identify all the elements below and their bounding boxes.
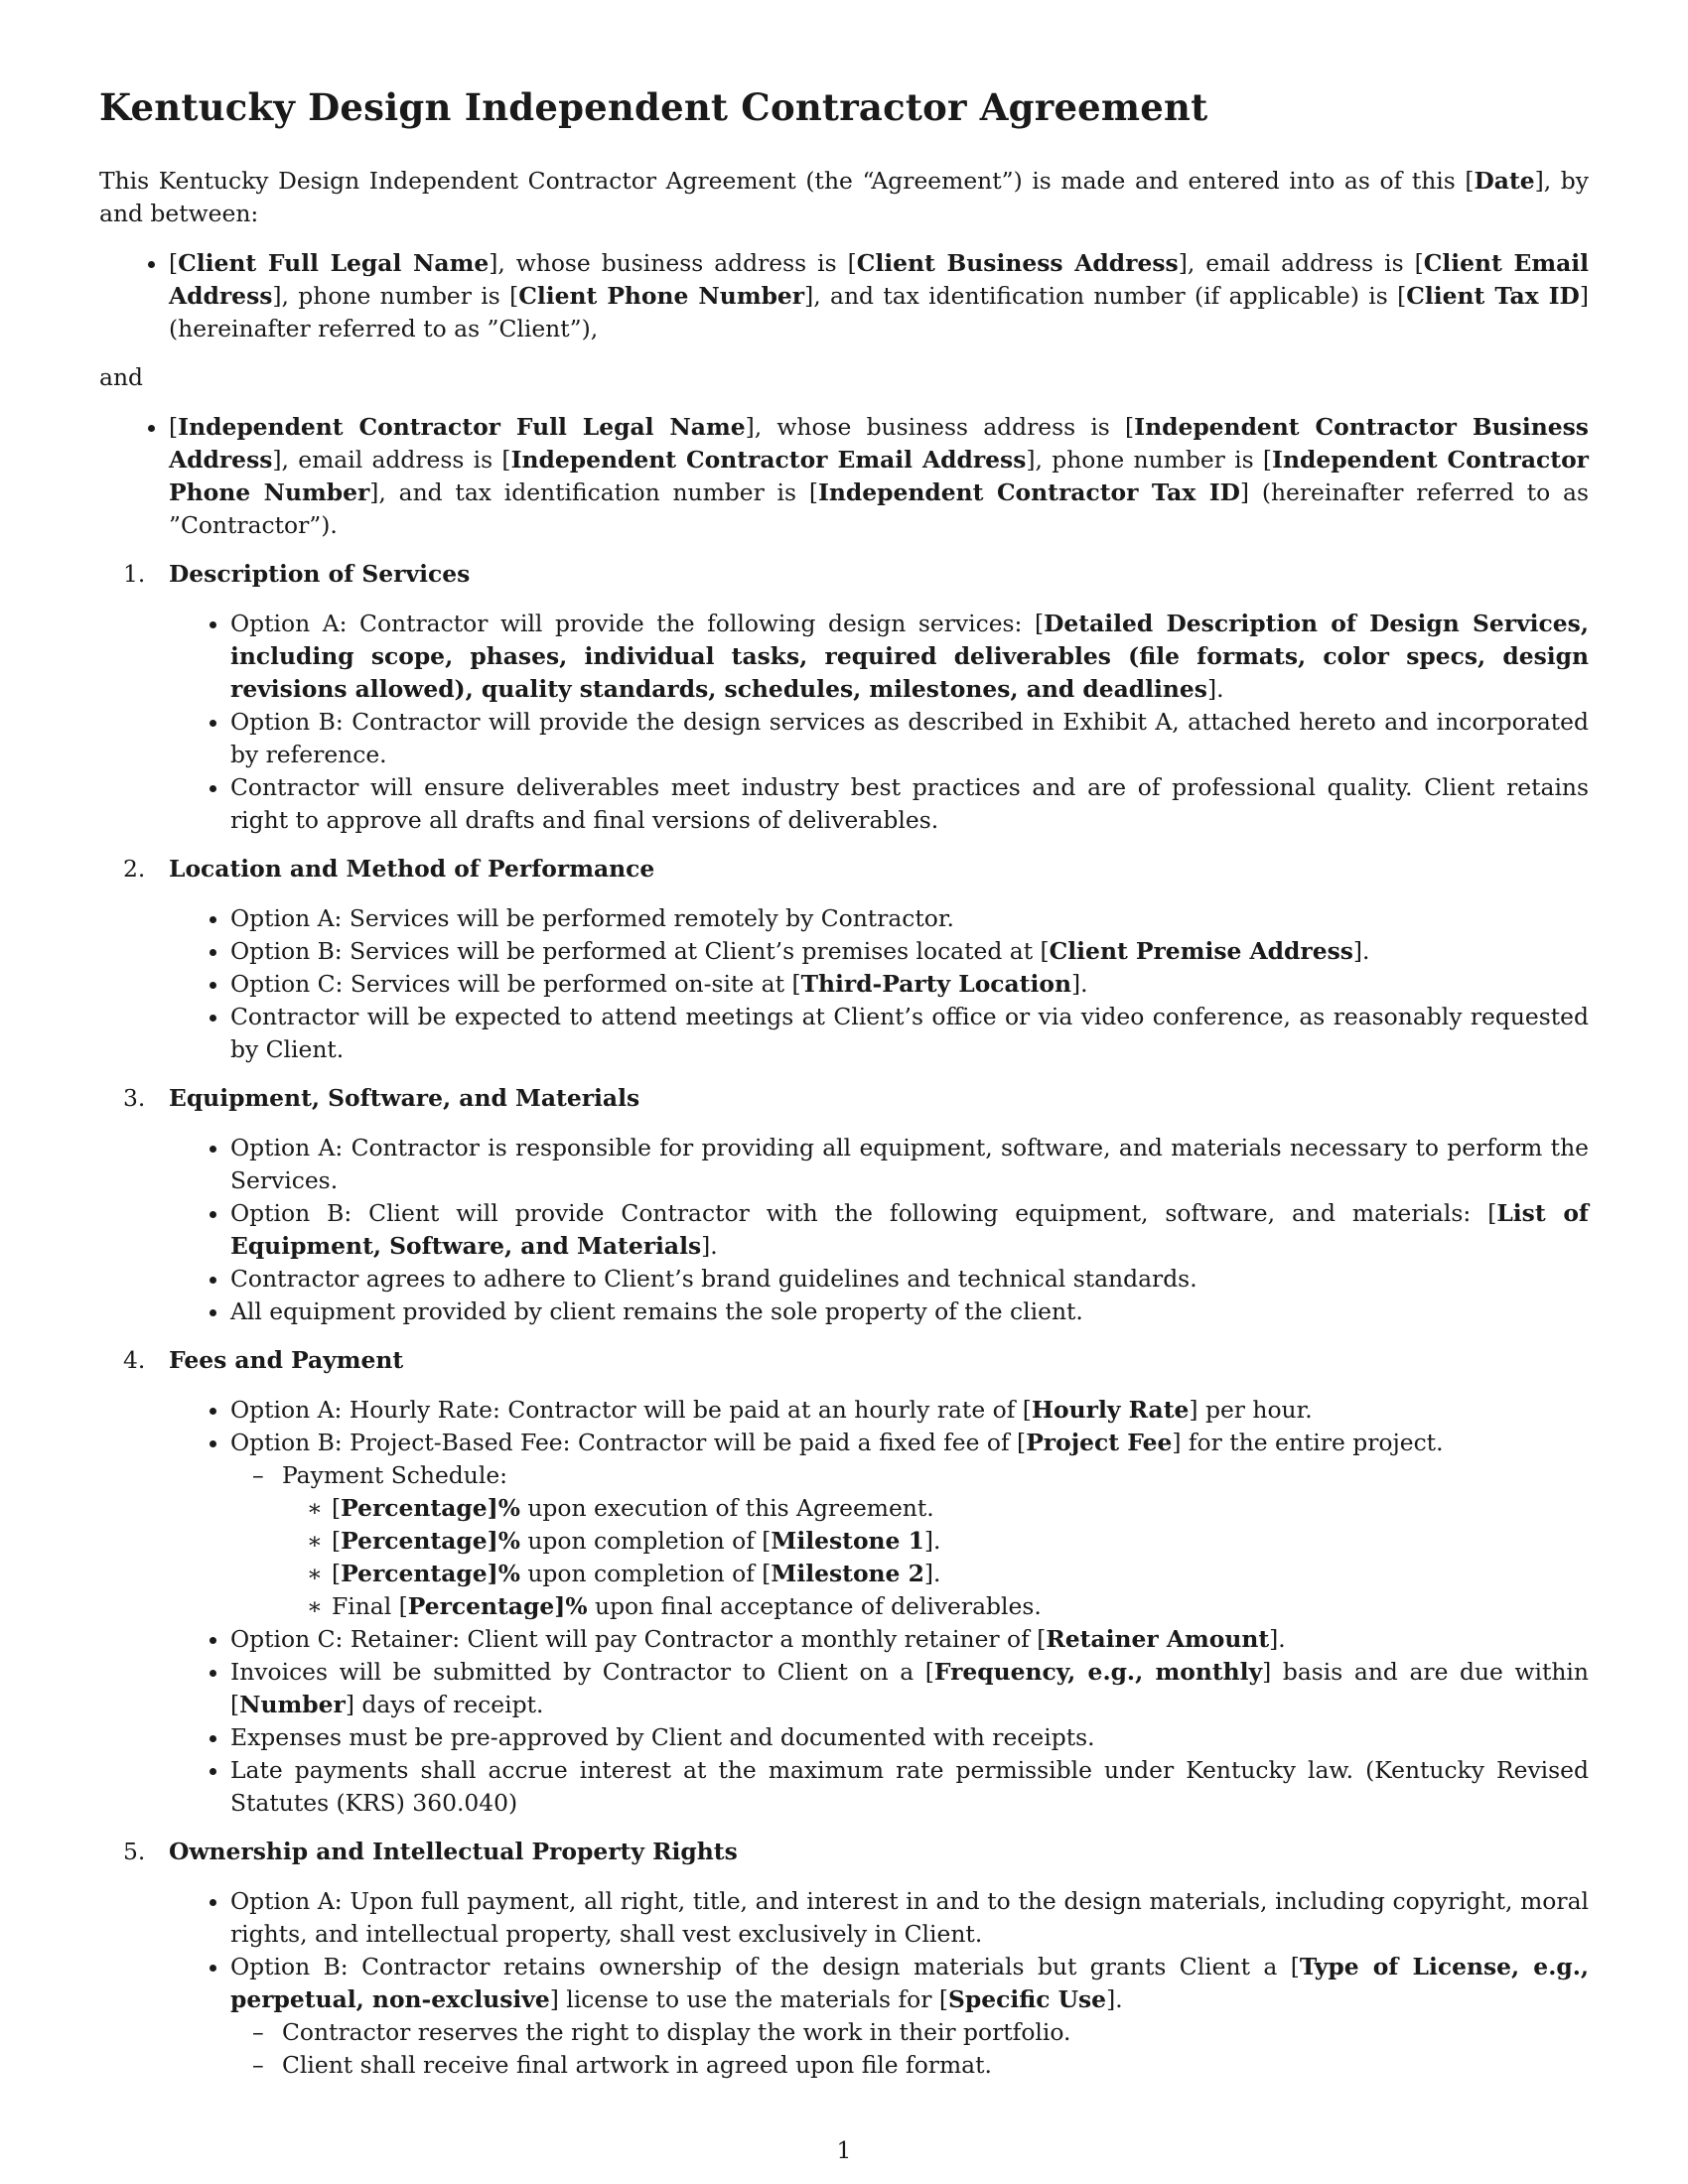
list-item: • Late payments shall accrue interest at the maximum rate permissible under Kentucky law. (Kentucky Revised Statutes (KRS) 360.040): [230, 1754, 1589, 1820]
list-item: • Option A: Contractor is responsible for providing all equipment, software, and materials necessary to perform the Services.: [230, 1132, 1589, 1197]
section-title: Fees and Payment: [169, 1346, 404, 1374]
list-item: • Option B: Services will be performed at Client’s premises located at [Client Premise Address].: [230, 935, 1589, 968]
section-title: Equipment, Software, and Materials: [169, 1084, 640, 1112]
intro-paragraph: This Kentucky Design Independent Contractor Agreement (the “Agreement”) is made and entered into as of this [Date], by and between:: [99, 167, 1589, 227]
section-title: Ownership and Intellectual Property Rights: [169, 1838, 738, 1865]
contractor-party: [99, 411, 1589, 542]
section-fees-and-payment: 4. Fees and Payment • Option A: Hourly Rate: Contractor will be paid at an hourly rate of [Hourly Rate] per hour. • Option B: Project-Based Fee: Contractor will be paid a fixed fee of [Project Fee] for the entire project. – Payment Schedule: ∗ [Percentage]% upon execution of this Agreement. ∗ [Percentage]% upon completion of [Milestone 1]. ∗ [Percentage]% upon completion of [Milestone 2]. ∗ Final [Percentage]% upon final acceptance of deliverables. • Option C: Retainer: Client will pay Contractor a monthly retainer of [Retainer Amount]. • Invoices will be submitted by Contractor to Client on a [Frequency, e.g., monthly] basis and are due within [Number] days of receipt. • Expenses must be pre-approved by Client and documented with receipts. • Late payments shall accrue interest at the maximum rate permissible under Kentucky law. (Kentucky Revised Statutes (KRS) 360.040): [99, 1344, 1589, 1820]
schedule-item: ∗ [Percentage]% upon execution of this Agreement.: [332, 1492, 1589, 1525]
list-item: • Option A: Upon full payment, all right, title, and interest in and to the design materials, including copyright, moral rights, and intellectual property, shall vest exclusively in Client.: [230, 1885, 1589, 1951]
list-item: • Invoices will be submitted by Contractor to Client on a [Frequency, e.g., monthly] basis and are due within [Number] days of receipt.: [230, 1656, 1589, 1721]
section-title: Description of Services: [169, 560, 471, 588]
list-item: • Option B: Contractor will provide the design services as described in Exhibit A, attached hereto and incorporated by reference.: [230, 706, 1589, 771]
client-details: • [Client Full Legal Name], whose business address is [Client Business Address], email address is [Client Email Address], phone number is [Client Phone Number], and tax identification number (if applicable) is [Client Tax ID] (hereinafter referred to as ”Client”),: [169, 247, 1589, 345]
schedule-item: ∗ [Percentage]% upon completion of [Milestone 2].: [332, 1558, 1589, 1590]
sub-item: – Client shall receive final artwork in agreed upon file format.: [282, 2049, 1589, 2082]
page-number: 1: [836, 2136, 852, 2164]
schedule-item: ∗ [Percentage]% upon completion of [Milestone 1].: [332, 1525, 1589, 1558]
schedule-item: ∗ Final [Percentage]% upon final acceptance of deliverables.: [332, 1590, 1589, 1623]
document-page: [99, 85, 1589, 2098]
sections-list: [99, 558, 1589, 2082]
list-item: • Option B: Client will provide Contractor with the following equipment, software, and materials: [List of Equipment, Software, and Materials].: [230, 1197, 1589, 1263]
and-conjunction: and: [99, 363, 143, 391]
sub-item: – Contractor reserves the right to display the work in their portfolio.: [282, 2016, 1589, 2049]
page-title: Kentucky Design Independent Contractor Agreement: [99, 85, 1208, 129]
list-item: • Expenses must be pre-approved by Client and documented with receipts.: [230, 1721, 1589, 1754]
contractor-details: • [Independent Contractor Full Legal Name], whose business address is [Independent Contractor Business Address], email address is [Independent Contractor Email Address], phone number is [Independent Contractor Phone Number], and tax identification number is [Independent Contractor Tax ID] (hereinafter referred to as ”Contractor”).: [169, 411, 1589, 542]
list-item: • Option B: Project-Based Fee: Contractor will be paid a fixed fee of [Project Fee] for the entire project. – Payment Schedule: ∗ [Percentage]% upon execution of this Agreement. ∗ [Percentage]% upon completion of [Milestone 1]. ∗ [Percentage]% upon completion of [Milestone 2]. ∗ Final [Percentage]% upon final acceptance of deliverables.: [230, 1427, 1589, 1623]
list-item: • Contractor will ensure deliverables meet industry best practices and are of professional quality. Client retains right to approve all drafts and final versions of deliverables.: [230, 771, 1589, 837]
list-item: • Option C: Retainer: Client will pay Contractor a monthly retainer of [Retainer Amount].: [230, 1623, 1589, 1656]
section-ownership: 5. Ownership and Intellectual Property Rights • Option A: Upon full payment, all right, title, and interest in and to the design materials, including copyright, moral rights, and intellectual property, shall vest exclusively in Client. • Option B: Contractor retains ownership of the design materials but grants Client a [Type of License, e.g., perpetual, non-exclusive] license to use the materials for [Specific Use]. – Contractor reserves the right to display the work in their portfolio. – Client shall receive final artwork in agreed upon file format.: [99, 1836, 1589, 2082]
list-item: • Contractor will be expected to attend meetings at Client’s office or via video conference, as reasonably requested by Client.: [230, 1001, 1589, 1066]
list-item: • Option A: Contractor will provide the following design services: [Detailed Description of Design Services, including scope, phases, individual tasks, required deliverables (file formats, color specs, design revisions allowed), quality standards, schedules, milestones, and deadlines].: [230, 608, 1589, 706]
date-placeholder: Date: [1474, 167, 1535, 195]
list-item: • Option A: Services will be performed remotely by Contractor.: [230, 902, 1589, 935]
section-title: Location and Method of Performance: [169, 855, 655, 883]
client-party: [99, 247, 1589, 345]
section-description-of-services: 1. Description of Services • Option A: Contractor will provide the following design services: [Detailed Description of Design Services, including scope, phases, individual tasks, required deliverables (file formats, color specs, design revisions allowed), quality standards, schedules, milestones, and deadlines]. • Option B: Contractor will provide the design services as described in Exhibit A, attached hereto and incorporated by reference. • Contractor will ensure deliverables meet industry best practices and are of professional quality. Client retains right to approve all drafts and final versions of deliverables.: [99, 558, 1589, 837]
section-location: 2. Location and Method of Performance • Option A: Services will be performed remotely by Contractor. • Option B: Services will be performed at Client’s premises located at [Client Premise Address]. • Option C: Services will be performed on-site at [Third-Party Location]. • Contractor will be expected to attend meetings at Client’s office or via video conference, as reasonably requested by Client.: [99, 853, 1589, 1066]
list-item: • Contractor agrees to adhere to Client’s brand guidelines and technical standards.: [230, 1263, 1589, 1296]
list-item: • Option B: Contractor retains ownership of the design materials but grants Client a [Type of License, e.g., perpetual, non-exclusive] license to use the materials for [Specific Use]. – Contractor reserves the right to display the work in their portfolio. – Client shall receive final artwork in agreed upon file format.: [230, 1951, 1589, 2082]
payment-schedule: – Payment Schedule: ∗ [Percentage]% upon execution of this Agreement. ∗ [Percentage]% upon completion of [Milestone 1]. ∗ [Percentage]% upon completion of [Milestone 2]. ∗ Final [Percentage]% upon final acceptance of deliverables.: [282, 1459, 1589, 1623]
list-item: • Option C: Services will be performed on-site at [Third-Party Location].: [230, 968, 1589, 1001]
section-equipment: 3. Equipment, Software, and Materials • Option A: Contractor is responsible for providing all equipment, software, and materials necessary to perform the Services. • Option B: Client will provide Contractor with the following equipment, software, and materials: [List of Equipment, Software, and Materials]. • Contractor agrees to adhere to Client’s brand guidelines and technical standards. • All equipment provided by client remains the sole property of the client.: [99, 1082, 1589, 1328]
list-item: • All equipment provided by client remains the sole property of the client.: [230, 1296, 1589, 1328]
list-item: • Option A: Hourly Rate: Contractor will be paid at an hourly rate of [Hourly Rate] per hour.: [230, 1394, 1589, 1427]
